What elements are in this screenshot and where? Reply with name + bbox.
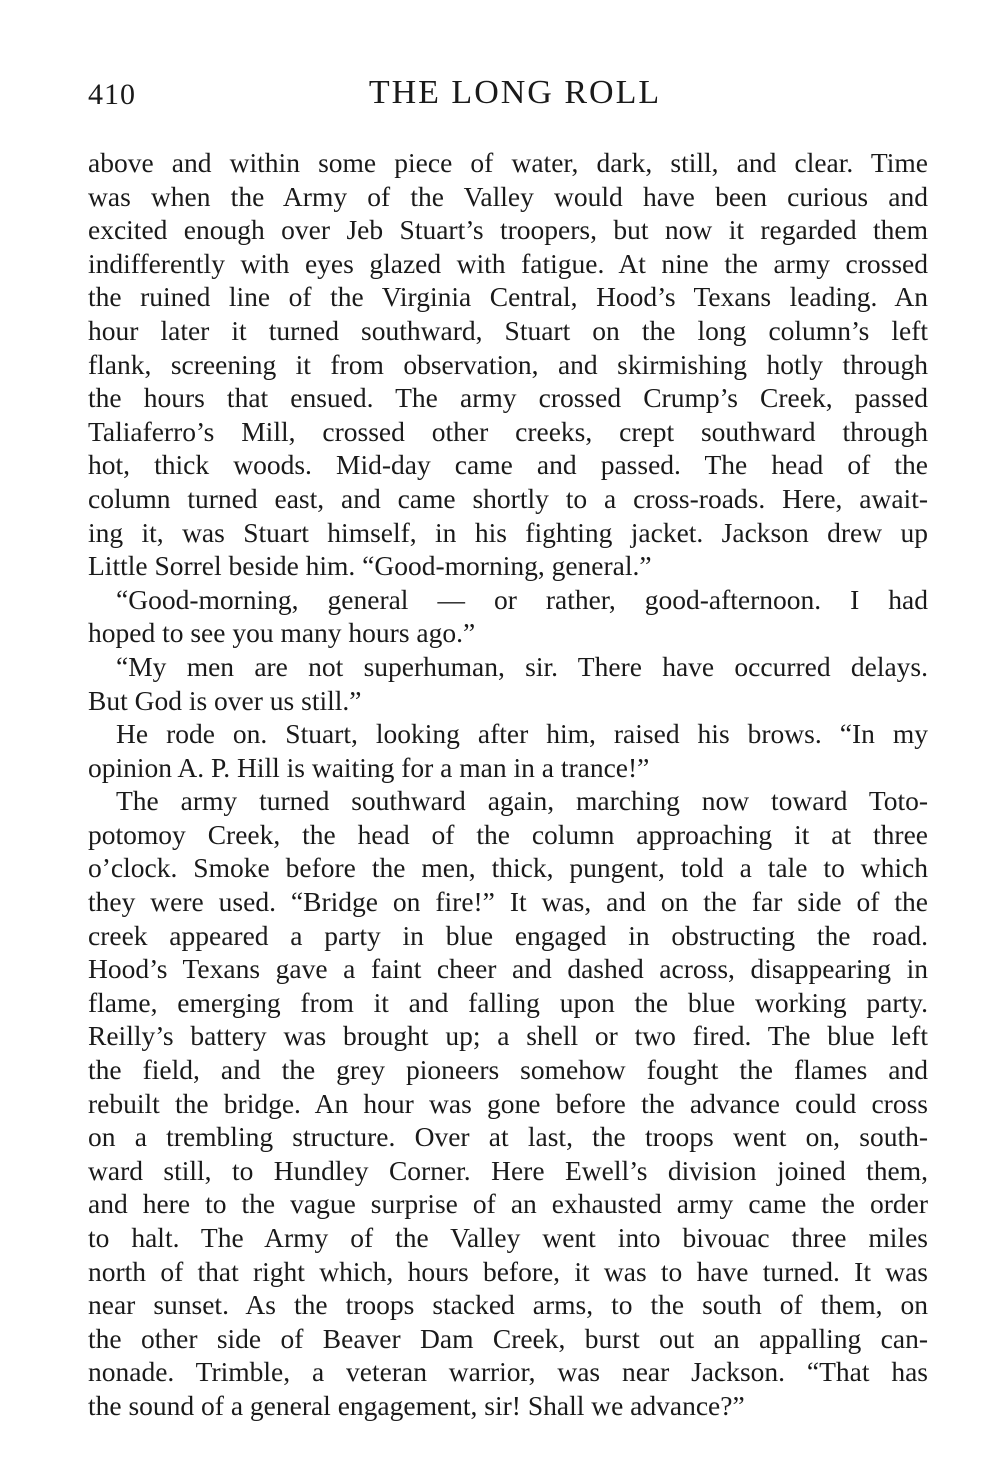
text-line: o’clock. Smoke before the men, thick, pungent, told a tale to which xyxy=(88,852,928,884)
body-text xyxy=(88,146,928,1423)
text-line: The army turned southward again, marching now toward Toto- xyxy=(116,785,928,817)
text-line: “Good-morning, general — or rather, good-afternoon. I had xyxy=(116,583,928,615)
text-line: rebuilt the bridge. An hour was gone before the advance could cross xyxy=(88,1087,928,1119)
text-line: He rode on. Stuart, looking after him, raised his brows. “In my xyxy=(116,718,928,750)
text-line: was when the Army of the Valley would have been curious and xyxy=(88,180,928,212)
running-title: THE LONG ROLL xyxy=(368,74,662,111)
text-line: hoped to see you many hours ago.” xyxy=(88,617,476,649)
text-line: flame, emerging from it and falling upon the blue working party. xyxy=(88,986,928,1018)
page-header xyxy=(88,74,928,120)
text-line: column turned east, and came shortly to a cross-roads. Here, await- xyxy=(88,482,928,514)
text-line: and here to the vague surprise of an exhausted army came the order xyxy=(88,1188,928,1220)
text-line: the ruined line of the Virginia Central, Hood’s Texans leading. An xyxy=(88,281,928,313)
text-line: Little Sorrel beside him. “Good-morning, general.” xyxy=(88,550,652,582)
text-line: above and within some piece of water, dark, still, and clear. Time xyxy=(88,147,928,178)
text-line: ing it, was Stuart himself, in his fighting jacket. Jackson drew up xyxy=(88,516,928,548)
text-line: “My men are not superhuman, sir. There have occurred delays. xyxy=(116,650,928,682)
text-line: potomoy Creek, the head of the column approaching it at three xyxy=(88,818,928,850)
text-line: the hours that ensued. The army crossed Crump’s Creek, passed xyxy=(88,382,928,414)
text-line: north of that right which, hours before, it was to have turned. It was xyxy=(88,1255,928,1287)
text-line: near sunset. As the troops stacked arms, to the south of them, on xyxy=(88,1289,928,1321)
text-line: the other side of Beaver Dam Creek, burst out an appalling can- xyxy=(88,1322,928,1354)
text-line: creek appeared a party in blue engaged in obstructing the road. xyxy=(88,919,928,951)
text-line: excited enough over Jeb Stuart’s troopers, but now it regarded them xyxy=(88,214,928,246)
text-line: opinion A. P. Hill is waiting for a man in a trance!” xyxy=(88,751,650,783)
text-line: hot, thick woods. Mid-day came and passed. The head of the xyxy=(88,449,928,481)
text-line: Taliaferro’s Mill, crossed other creeks, crept southward through xyxy=(88,415,928,447)
text-line: Hood’s Texans gave a faint cheer and dashed across, disappearing in xyxy=(88,953,928,985)
text-line: ward still, to Hundley Corner. Here Ewell’s division joined them, xyxy=(88,1154,928,1186)
text-line: to halt. The Army of the Valley went into bivouac three miles xyxy=(88,1222,928,1253)
text-line: the sound of a general engagement, sir! Shall we advance?” xyxy=(88,1389,745,1421)
text-line: flank, screening it from observation, and skirmishing hotly through xyxy=(88,348,928,380)
text-line: the field, and the grey pioneers somehow fought the flames and xyxy=(88,1054,928,1086)
text-line: indifferently with eyes glazed with fatigue. At nine the army crossed xyxy=(88,247,928,279)
page-number: 410 xyxy=(88,78,136,111)
text-line: nonade. Trimble, a veteran warrior, was near Jackson. “That has xyxy=(88,1356,928,1388)
text-line: they were used. “Bridge on fire!” It was, and on the far side of the xyxy=(88,886,928,918)
text-line: But God is over us still.” xyxy=(88,684,362,716)
text-line: on a trembling structure. Over at last, the troops went on, south- xyxy=(88,1121,928,1153)
text-line: hour later it turned southward, Stuart on the long column’s left xyxy=(88,314,928,346)
text-line: Reilly’s battery was brought up; a shell or two fired. The blue left xyxy=(88,1020,928,1052)
